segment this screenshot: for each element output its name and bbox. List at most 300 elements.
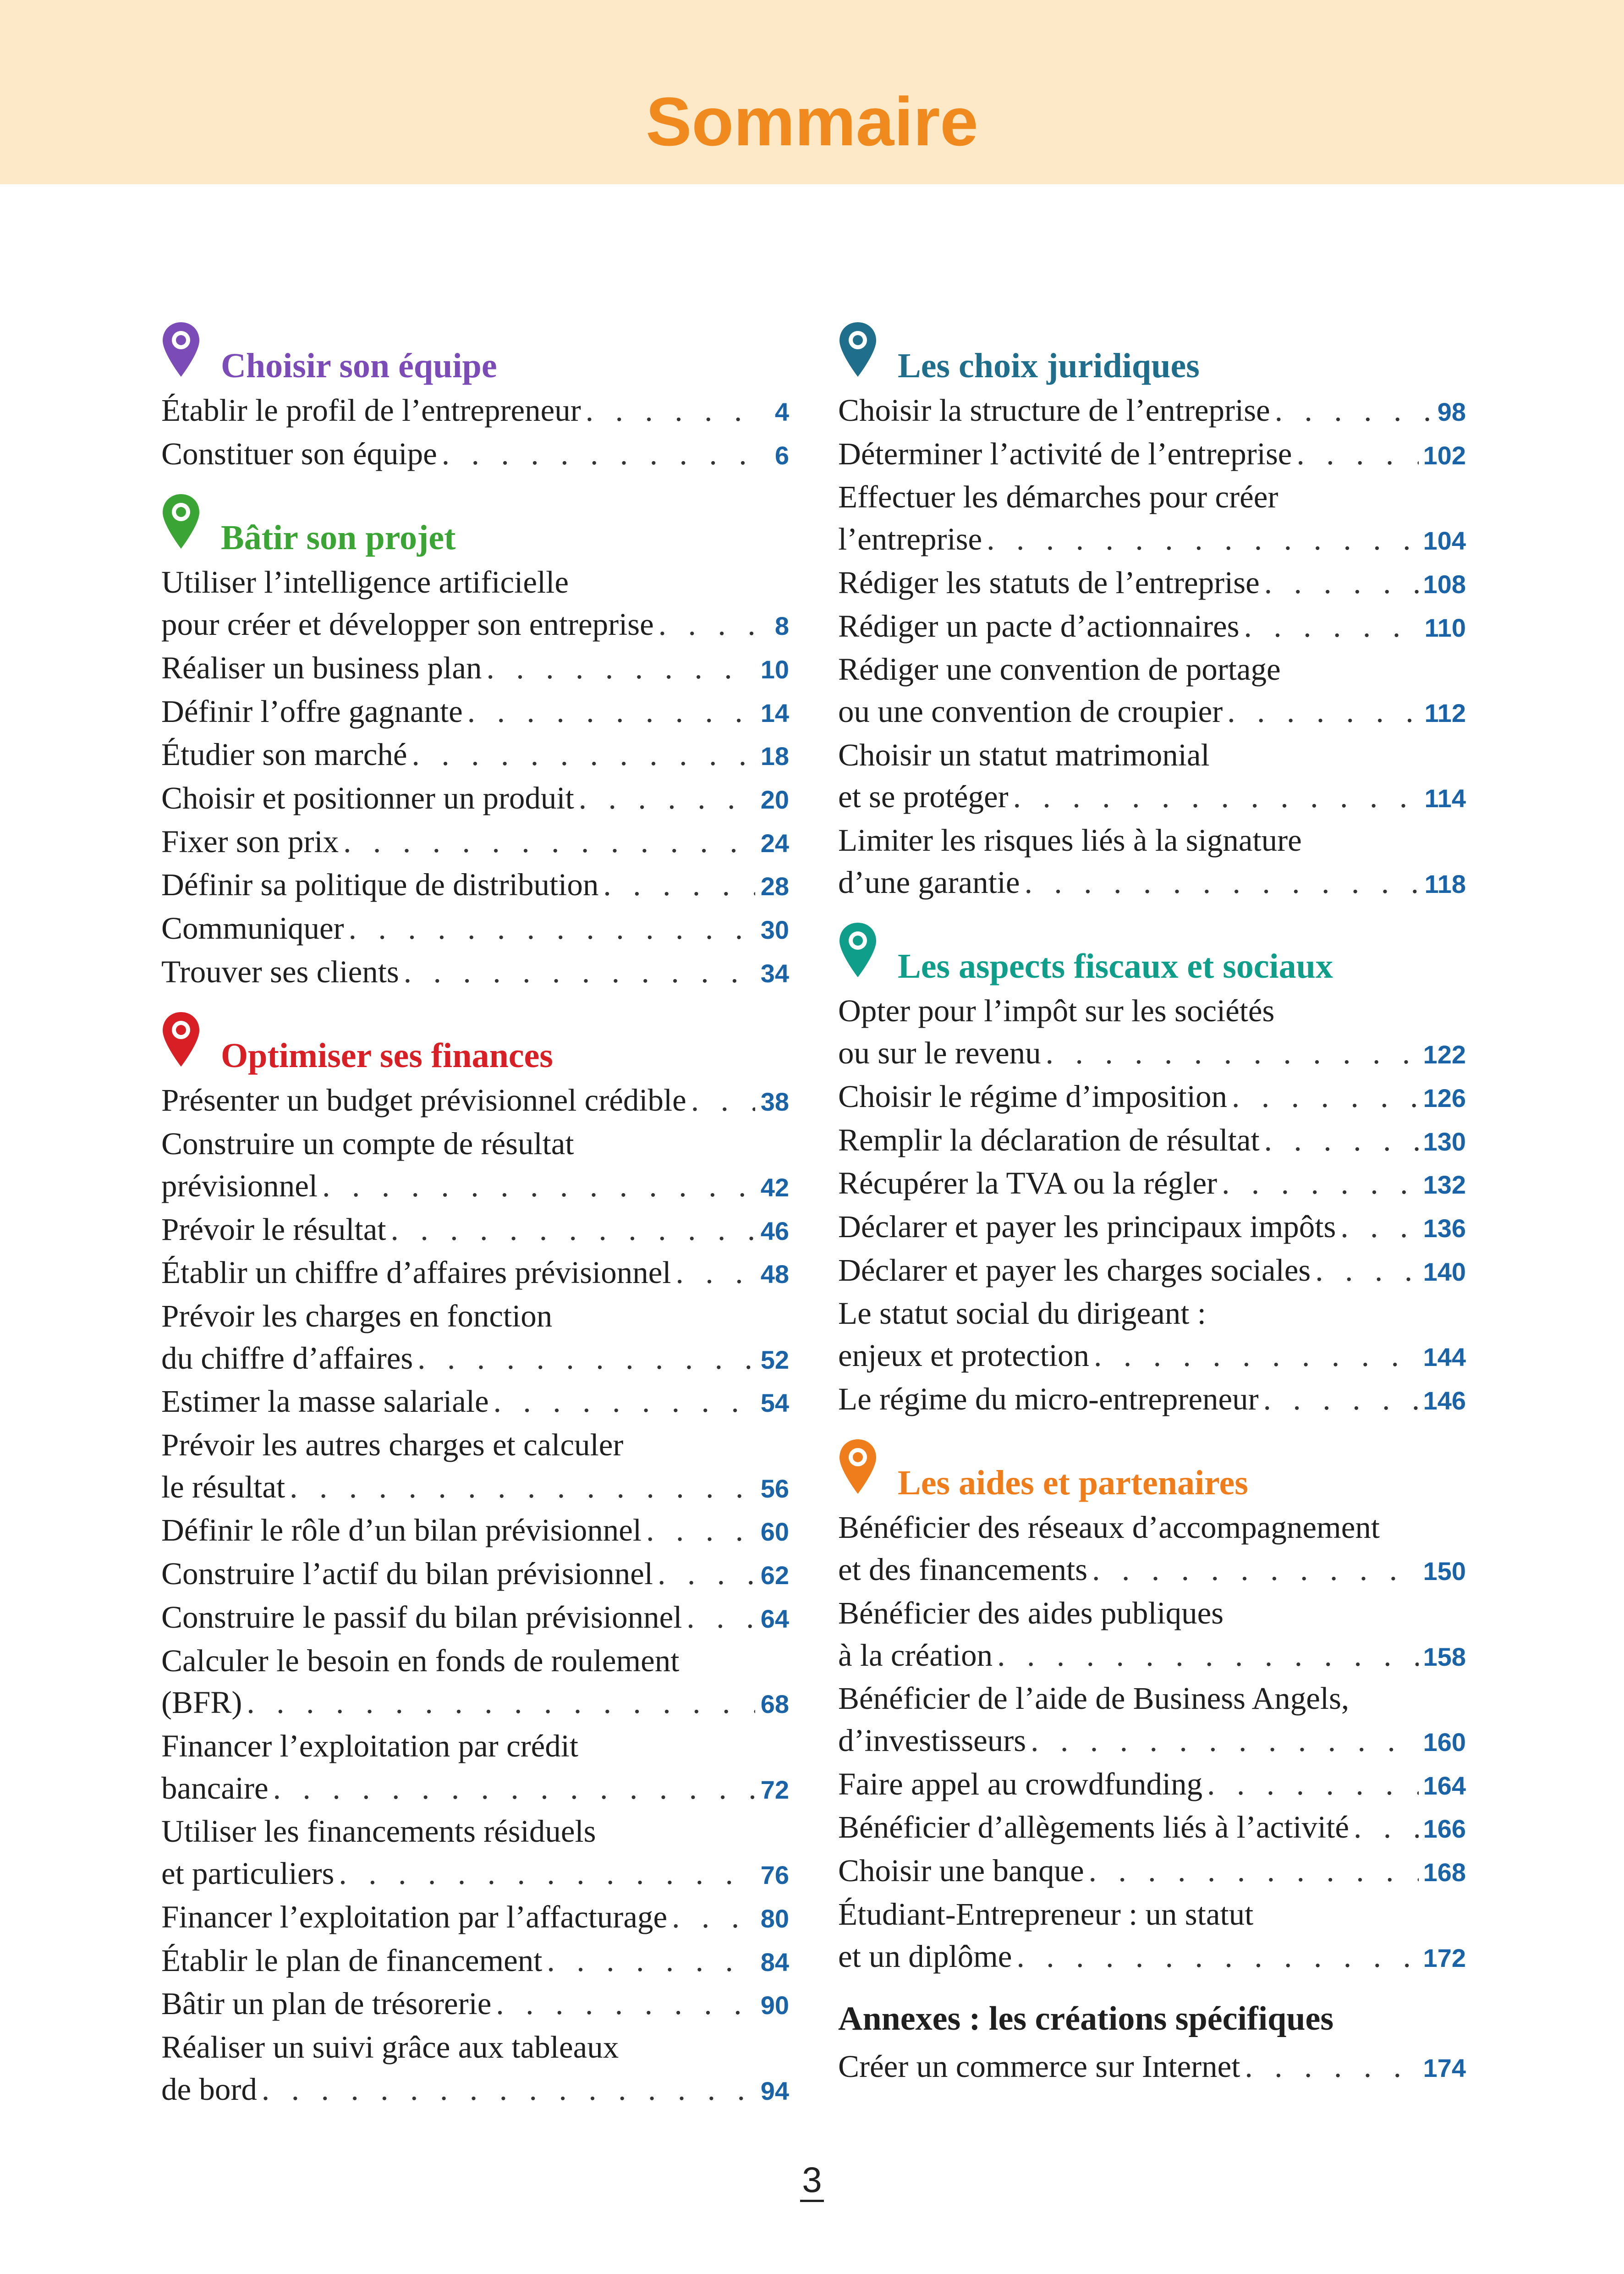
toc-entry-line <box>161 1597 789 1640</box>
toc-entry-text: Le régime du micro-entrepreneur <box>838 1381 1259 1416</box>
toc-entry-text: Calculer le besoin en fonds de roulement <box>161 1643 680 1678</box>
toc-entry-line <box>838 1850 1466 1894</box>
toc-section <box>838 905 1466 1421</box>
toc-entry-text: Définir l’offre gagnante <box>161 694 463 729</box>
page-ref: 144 <box>1423 1343 1466 1372</box>
dot-leader <box>391 1209 755 1251</box>
toc-entry[interactable] <box>838 1162 1466 1206</box>
toc-section <box>838 321 1466 905</box>
toc-entry-text: Établir un chiffre d’affaires prévisionnel <box>161 1255 671 1290</box>
dot-leader <box>1089 1850 1419 1892</box>
toc-entry-text: Financer l’exploitation par crédit <box>161 1728 579 1763</box>
header-banner <box>0 0 1624 184</box>
page-ref: 126 <box>1423 1083 1466 1112</box>
toc-entry-line <box>838 1335 1466 1378</box>
toc-entry-line <box>838 1076 1466 1119</box>
dot-leader <box>404 951 755 993</box>
page-ref: 90 <box>760 1991 789 2020</box>
section-heading <box>161 321 789 390</box>
section-spacer <box>161 476 789 493</box>
annex-section <box>838 2002 1466 2089</box>
map-pin-icon <box>838 321 878 378</box>
dot-leader <box>494 1381 755 1423</box>
toc-entry-text: Choisir le régime d’imposition <box>838 1079 1227 1114</box>
toc-entry-text: Déclarer et payer les principaux impôts <box>838 1209 1336 1244</box>
toc-entry-text: et des financements <box>838 1552 1088 1587</box>
page-ref: 94 <box>760 2076 789 2105</box>
toc-entry[interactable] <box>838 433 1466 477</box>
toc-entry-text: Effectuer les démarches pour créer <box>838 479 1278 515</box>
section-title: Les choix juridiques <box>898 347 1200 385</box>
page-ref: 64 <box>760 1604 789 1633</box>
page-ref: 52 <box>760 1345 789 1374</box>
toc-entry[interactable] <box>161 864 789 908</box>
toc-entry[interactable] <box>838 1592 1466 1678</box>
toc-entry-line <box>838 1763 1466 1807</box>
page-title: Sommaire <box>646 83 978 160</box>
toc-entry[interactable] <box>161 1896 789 1940</box>
dot-leader <box>1264 562 1419 604</box>
map-pin-icon <box>838 921 878 979</box>
page-ref: 146 <box>1423 1386 1466 1415</box>
toc-entry-line <box>161 1940 789 1983</box>
toc-entry-text: Récupérer la TVA ou la régler <box>838 1166 1218 1201</box>
toc-entry[interactable] <box>161 647 789 691</box>
toc-entry-line <box>161 1381 789 1424</box>
toc-entry[interactable] <box>838 476 1466 562</box>
toc-entry[interactable] <box>838 990 1466 1075</box>
toc-entry[interactable] <box>838 390 1466 433</box>
toc-entry-line <box>161 1338 789 1381</box>
toc-entry-text: Limiter les risques liés à la signature <box>838 823 1302 858</box>
page-ref: 132 <box>1423 1170 1466 1200</box>
toc-entry-text: Étudier son marché <box>161 737 407 772</box>
toc-entry-text: Construire un compte de résultat <box>161 1126 574 1162</box>
toc-entry-text: Utiliser les financements résiduels <box>161 1814 596 1849</box>
toc-entry-text: Choisir un statut matrimonial <box>838 737 1210 772</box>
toc-entry-line <box>838 606 1466 649</box>
page-ref: 130 <box>1423 1127 1466 1156</box>
toc-entry-text: et se protéger <box>838 779 1009 815</box>
dot-leader <box>349 908 755 950</box>
toc-entry[interactable] <box>838 734 1466 820</box>
section-spacer <box>161 994 789 1011</box>
toc-entry-text: Définir sa politique de distribution <box>161 867 599 903</box>
toc-left-column <box>161 321 789 2112</box>
toc-entry[interactable] <box>161 1597 789 1640</box>
toc-entry[interactable] <box>161 1940 789 1983</box>
toc-entry[interactable] <box>838 1293 1466 1378</box>
page-ref: 4 <box>774 397 789 426</box>
toc-entry-line <box>161 1767 789 1811</box>
toc-entry-line <box>161 390 789 433</box>
dot-leader <box>273 1767 755 1810</box>
page-ref: 6 <box>774 440 789 470</box>
page-ref: 172 <box>1423 1943 1466 1972</box>
toc-entry-text: le résultat <box>161 1469 285 1504</box>
dot-leader <box>1245 2046 1418 2088</box>
page-ref: 14 <box>760 698 789 727</box>
page-ref: 30 <box>760 915 789 945</box>
dot-leader <box>262 2069 755 2111</box>
dot-leader <box>658 604 755 646</box>
toc-entry-text: Construire le passif du bilan prévisionnel <box>161 1599 682 1635</box>
dot-leader <box>442 433 755 475</box>
toc-entry-text: Choisir une banque <box>838 1853 1084 1889</box>
toc-entry-text: Choisir la structure de l’entreprise <box>838 393 1270 428</box>
toc-entry[interactable] <box>161 821 789 864</box>
page-ref: 60 <box>760 1517 789 1547</box>
toc-entry-text: d’investisseurs <box>838 1723 1026 1758</box>
toc-entry-line <box>161 1983 789 2026</box>
dot-leader <box>987 518 1418 561</box>
toc-entry-text: bancaire <box>161 1770 269 1806</box>
page-ref: 104 <box>1423 526 1466 556</box>
toc-entry-text: Rédiger une convention de portage <box>838 652 1281 687</box>
toc-entry[interactable] <box>161 951 789 995</box>
toc-entry-text: Rédiger un pacte d’actionnaires <box>838 608 1240 644</box>
toc-entry[interactable] <box>838 2046 1466 2089</box>
page-ref: 76 <box>760 1861 789 1890</box>
toc-entry-line <box>161 1252 789 1295</box>
toc-entry-line <box>161 821 789 864</box>
section-spacer <box>838 1421 1466 1438</box>
toc-entry[interactable] <box>161 734 789 777</box>
toc-entry-line <box>161 2069 789 2112</box>
dot-leader <box>1244 606 1420 648</box>
toc-entry-text: Financer l’exploitation par l’affacturage <box>161 1899 668 1934</box>
toc-entry[interactable] <box>161 390 789 433</box>
page-ref: 80 <box>760 1904 789 1933</box>
toc-section <box>161 321 789 476</box>
toc-entry[interactable] <box>838 1806 1466 1850</box>
toc-entry[interactable] <box>838 1076 1466 1119</box>
dot-leader <box>417 1338 755 1380</box>
section-title: Optimiser ses finances <box>221 1036 553 1075</box>
toc-entry-text: et un diplôme <box>838 1938 1012 1974</box>
page-ref: 174 <box>1423 2054 1466 2083</box>
toc-entry-text: Opter pour l’impôt sur les sociétés <box>838 993 1275 1029</box>
section-heading <box>838 321 1466 390</box>
map-pin-icon <box>838 1438 878 1495</box>
toc-entry[interactable] <box>838 820 1466 905</box>
toc-entry-text: Déclarer et payer les charges sociales <box>838 1252 1311 1288</box>
toc-entry-line <box>838 2046 1466 2089</box>
toc-entry-text: Établir le profil de l’entrepreneur <box>161 393 581 428</box>
toc-entry-text: l’entreprise <box>838 522 982 557</box>
page-ref: 46 <box>760 1216 789 1245</box>
page-ref: 20 <box>760 785 789 814</box>
toc-entry[interactable] <box>838 1763 1466 1807</box>
toc-entry-text: Prévoir le résultat <box>161 1211 386 1247</box>
dot-leader <box>1296 433 1418 475</box>
toc-entry[interactable] <box>161 1640 789 1725</box>
toc-entry-line <box>838 1806 1466 1850</box>
page-ref: 118 <box>1424 869 1466 898</box>
annex-title: Annexes : les créations spécifiques <box>838 2000 1334 2038</box>
toc-entry-text: Réaliser un suivi grâce aux tableaux <box>161 2029 619 2065</box>
dot-leader <box>339 1853 755 1895</box>
dot-leader <box>1222 1162 1419 1205</box>
dot-leader <box>691 1079 755 1122</box>
page-ref: 8 <box>774 611 789 641</box>
dot-leader <box>247 1682 755 1724</box>
toc-entry[interactable] <box>161 1295 789 1381</box>
dot-leader <box>1092 1549 1418 1591</box>
section-heading <box>838 921 1466 990</box>
toc-entry-line <box>838 1720 1466 1763</box>
dot-leader <box>1227 691 1420 733</box>
toc-entry-line <box>838 1549 1466 1592</box>
toc-entry-text: Estimer la masse salariale <box>161 1384 489 1419</box>
dot-leader <box>1275 390 1432 432</box>
toc-entry-text: Trouver ses clients <box>161 954 399 989</box>
toc-entry-line <box>161 433 789 477</box>
toc-section <box>838 1421 1466 1979</box>
map-pin-icon <box>161 493 201 550</box>
toc-entry-text: Remplir la déclaration de résultat <box>838 1122 1260 1157</box>
toc-entry[interactable] <box>161 1509 789 1553</box>
toc-entry-text: Construire l’actif du bilan prévisionnel <box>161 1556 653 1591</box>
dot-leader <box>1094 1335 1419 1377</box>
page-ref: 72 <box>760 1775 789 1804</box>
dot-leader <box>997 1635 1418 1677</box>
toc-entry-line <box>838 1162 1466 1206</box>
toc-entry-line <box>838 691 1466 734</box>
toc-entry[interactable] <box>161 691 789 734</box>
toc-entry-text: Bénéficier des réseaux d’accompagnement <box>838 1510 1380 1545</box>
toc-entry-line <box>838 433 1466 477</box>
page-ref: 10 <box>760 655 789 684</box>
toc-entry[interactable] <box>161 2026 789 2112</box>
toc-entry-line <box>161 1896 789 1940</box>
page-ref: 18 <box>760 742 789 771</box>
section-heading <box>161 1011 789 1079</box>
toc-entry-line <box>161 604 789 647</box>
toc-entry-text: ou sur le revenu <box>838 1035 1041 1071</box>
dot-leader <box>1031 1720 1418 1762</box>
section-spacer <box>838 905 1466 921</box>
toc-right-column <box>838 321 1466 2089</box>
toc-entry[interactable] <box>838 649 1466 734</box>
section-heading <box>161 493 789 562</box>
toc-entry-line <box>161 864 789 908</box>
toc-entry[interactable] <box>161 1553 789 1597</box>
toc-entry-text: Fixer son prix <box>161 824 339 859</box>
map-pin-icon <box>161 321 201 378</box>
dot-leader <box>658 1553 755 1595</box>
dot-leader <box>646 1509 755 1552</box>
dot-leader <box>676 1252 755 1294</box>
toc-entry[interactable] <box>161 1252 789 1295</box>
page-ref: 168 <box>1423 1858 1466 1887</box>
toc-entry[interactable] <box>838 606 1466 649</box>
page-ref: 160 <box>1423 1727 1466 1756</box>
toc-entry-line <box>161 1079 789 1123</box>
page-ref: 84 <box>760 1947 789 1977</box>
toc-entry-text: Bénéficier de l’aide de Business Angels, <box>838 1681 1350 1716</box>
toc-entry-text: de bord <box>161 2071 257 2107</box>
toc-entry-text: prévisionnel <box>161 1168 318 1203</box>
toc-entry[interactable] <box>161 1983 789 2026</box>
toc-entry[interactable] <box>161 433 789 477</box>
toc-entry[interactable] <box>838 1119 1466 1163</box>
page-ref: 158 <box>1423 1642 1466 1671</box>
page-ref: 38 <box>760 1087 789 1117</box>
toc-entry[interactable] <box>838 1206 1466 1250</box>
toc-entry[interactable] <box>838 1378 1466 1422</box>
map-pin-icon <box>161 1011 201 1068</box>
toc-entry-text: du chiffre d’affaires <box>161 1340 413 1376</box>
toc-entry[interactable] <box>161 1123 789 1208</box>
page-ref: 54 <box>760 1388 789 1418</box>
toc-entry[interactable] <box>161 1725 789 1811</box>
toc-entry-text: à la création <box>838 1637 993 1673</box>
toc-entry[interactable] <box>161 1079 789 1123</box>
page-ref: 108 <box>1423 569 1466 599</box>
dot-leader <box>322 1165 755 1207</box>
toc-entry[interactable] <box>161 777 789 821</box>
page-ref: 24 <box>760 828 789 858</box>
toc-entry-text: Établir le plan de financement <box>161 1943 543 1978</box>
page-ref: 42 <box>760 1173 789 1202</box>
toc-entry-text: Définir le rôle d’un bilan prévisionnel <box>161 1513 642 1548</box>
dot-leader <box>343 821 755 863</box>
dot-leader <box>1025 862 1420 904</box>
toc-entry-text: Bénéficier des aides publiques <box>838 1595 1224 1630</box>
toc-entry[interactable] <box>161 1811 789 1896</box>
page-ref: 102 <box>1423 440 1466 470</box>
toc-entry[interactable] <box>161 1209 789 1252</box>
toc-entry[interactable] <box>838 1850 1466 1894</box>
toc-entry-text: Le statut social du dirigeant : <box>838 1296 1206 1331</box>
toc-entry-text: Présenter un budget prévisionnel crédible <box>161 1083 686 1118</box>
page-number-wrap <box>0 2159 1624 2201</box>
toc-entry-line <box>838 1250 1466 1293</box>
toc-entry-text: Constituer son équipe <box>161 436 437 471</box>
toc-entry-text: Bâtir un plan de trésorerie <box>161 1986 492 2021</box>
toc-entry-line <box>838 1635 1466 1678</box>
dot-leader <box>1340 1206 1418 1248</box>
dot-leader <box>686 1597 755 1639</box>
toc-entry-line <box>161 1853 789 1896</box>
toc-entry[interactable] <box>838 1678 1466 1763</box>
toc-entry-line <box>838 776 1466 820</box>
dot-leader <box>1013 776 1420 818</box>
page-ref: 68 <box>760 1690 789 1719</box>
toc-entry-line <box>161 1553 789 1597</box>
toc-section <box>161 476 789 994</box>
dot-leader <box>486 647 755 689</box>
toc-entry-line <box>161 777 789 821</box>
toc-entry-line <box>161 1509 789 1553</box>
page-ref: 48 <box>760 1260 789 1289</box>
toc-entry-line <box>161 691 789 734</box>
toc-entry-line <box>838 1936 1466 1979</box>
dot-leader <box>579 777 755 820</box>
toc-entry-line <box>161 647 789 691</box>
toc-entry[interactable] <box>838 1250 1466 1293</box>
toc-entry-text: Utiliser l’intelligence artificielle <box>161 565 569 600</box>
toc-entry-line <box>838 1378 1466 1422</box>
dot-leader <box>586 390 755 432</box>
toc-entry[interactable] <box>161 1424 789 1509</box>
dot-leader <box>411 734 755 776</box>
toc-entry-text: enjeux et protection <box>838 1338 1089 1373</box>
page-ref: 166 <box>1423 1814 1466 1844</box>
toc-entry-text: pour créer et développer son entreprise <box>161 607 654 642</box>
toc-entry-line <box>161 734 789 777</box>
toc-entry-line <box>161 1682 789 1725</box>
toc-entry[interactable] <box>161 908 789 951</box>
toc-entry-text: Réaliser un business plan <box>161 650 482 685</box>
dot-leader <box>290 1466 755 1509</box>
page-ref: 114 <box>1424 784 1466 813</box>
toc-entry-text: (BFR) <box>161 1685 242 1720</box>
toc-entry-text: Déterminer l’activité de l’entreprise <box>838 436 1292 471</box>
dot-leader <box>547 1940 755 1982</box>
section-heading <box>838 1438 1466 1507</box>
page-ref: 62 <box>760 1561 789 1590</box>
toc-entry-text: Communiquer <box>161 911 344 946</box>
page-ref: 28 <box>760 872 789 901</box>
toc-entry-line <box>161 1466 789 1510</box>
dot-leader <box>1046 1032 1419 1074</box>
toc-entry-text: d’une garantie <box>838 864 1020 900</box>
page-ref: 34 <box>760 958 789 988</box>
toc-entry-text: et particuliers <box>161 1856 335 1891</box>
toc-entry-line <box>838 1206 1466 1250</box>
dot-leader <box>1354 1806 1419 1849</box>
toc-entry[interactable] <box>838 1894 1466 1979</box>
dot-leader <box>1315 1250 1418 1292</box>
page-ref: 112 <box>1424 698 1466 727</box>
section-title: Choisir son équipe <box>221 347 497 385</box>
dot-leader <box>1232 1076 1419 1118</box>
toc-entry-text: Rédiger les statuts de l’entreprise <box>838 565 1260 600</box>
section-title: Bâtir son projet <box>221 518 456 557</box>
dot-leader <box>672 1896 755 1938</box>
toc-entry-line <box>161 1165 789 1209</box>
toc-entry-text: Choisir et positionner un produit <box>161 780 574 815</box>
page-ref: 56 <box>760 1474 789 1503</box>
toc-entry-text: Créer un commerce sur Internet <box>838 2049 1240 2084</box>
toc-entry[interactable] <box>161 562 789 647</box>
dot-leader <box>1263 1378 1419 1421</box>
dot-leader <box>467 691 755 733</box>
toc-entry-line <box>838 1032 1466 1076</box>
toc-entry[interactable] <box>838 1507 1466 1592</box>
dot-leader <box>1264 1119 1419 1162</box>
toc-entry-line <box>161 908 789 951</box>
toc-entry-text: Bénéficier d’allègements liés à l’activité <box>838 1810 1349 1845</box>
toc-entry[interactable] <box>838 562 1466 606</box>
toc-entry-line <box>161 1209 789 1252</box>
toc-entry-text: Prévoir les autres charges et calculer <box>161 1427 624 1463</box>
dot-leader <box>496 1983 755 2025</box>
page-ref: 150 <box>1423 1557 1466 1586</box>
dot-leader <box>603 864 755 906</box>
dot-leader <box>1207 1763 1418 1806</box>
toc-entry-line <box>838 1119 1466 1163</box>
page-number: 3 <box>800 2159 823 2202</box>
toc-entry[interactable] <box>161 1381 789 1424</box>
toc-entry-text: ou une convention de croupier <box>838 694 1223 729</box>
page-ref: 98 <box>1437 397 1466 426</box>
section-title: Les aides et partenaires <box>898 1464 1248 1503</box>
toc-entry-line <box>838 562 1466 606</box>
toc-entry-line <box>161 951 789 995</box>
